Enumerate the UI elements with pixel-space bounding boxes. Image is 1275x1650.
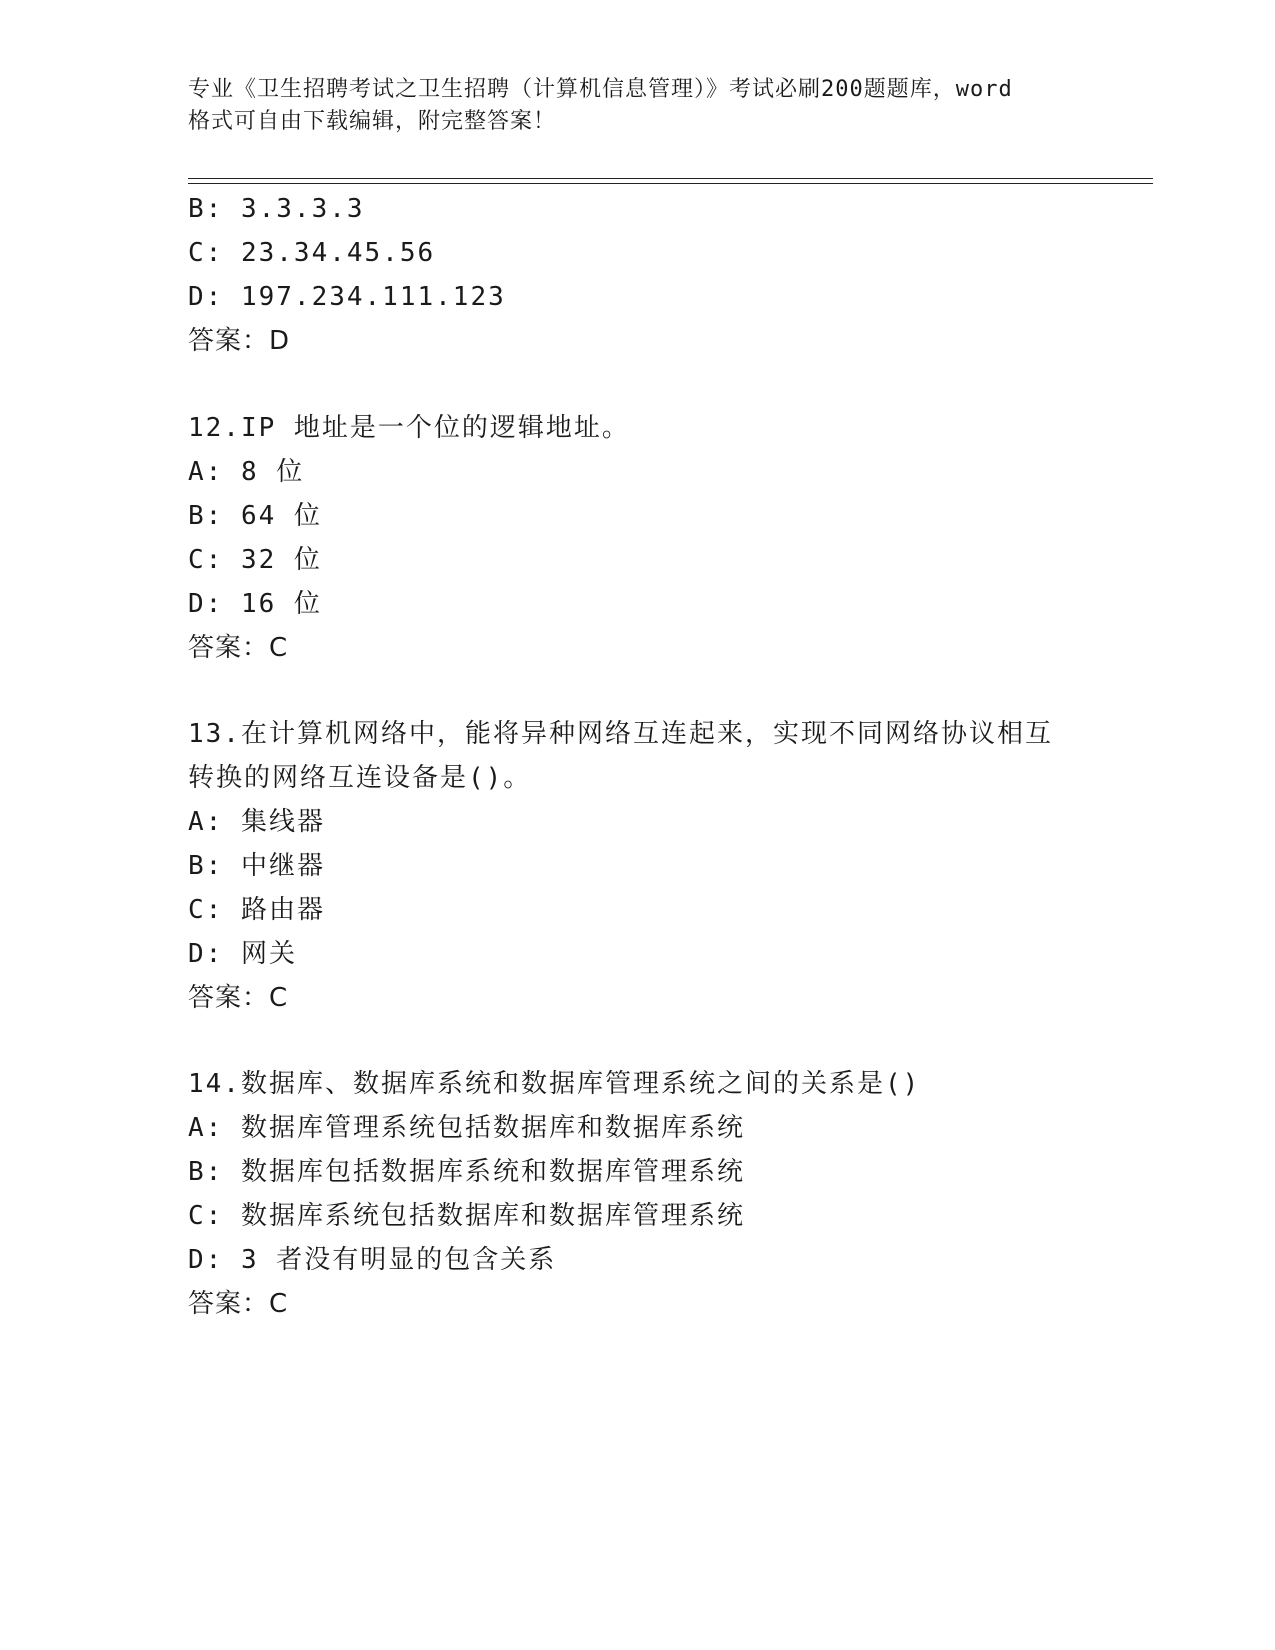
- question-stem: 13.在计算机网络中，能将异种网络互连起来，实现不同网络协议相互: [188, 719, 1053, 749]
- answer-line: 答案：C: [188, 633, 289, 663]
- header-rule-top: [188, 178, 1153, 179]
- option-b: B: 数据库包括数据库系统和数据库管理系统: [188, 1157, 745, 1187]
- option-a: A: 8 位: [188, 457, 305, 487]
- option-d: D: 网关: [188, 939, 297, 969]
- option-d: D: 197.234.111.123: [188, 282, 506, 312]
- option-a: A: 集线器: [188, 807, 325, 837]
- answer-line: 答案：D: [188, 326, 291, 356]
- option-d: D: 16 位: [188, 589, 322, 619]
- answer-line: 答案：C: [188, 983, 289, 1013]
- option-b: B: 3.3.3.3: [188, 194, 365, 224]
- option-c: C: 路由器: [188, 895, 325, 925]
- header-line-2: 格式可自由下载编辑，附完整答案！: [188, 109, 557, 134]
- document-header: [188, 74, 1088, 138]
- header-rule-bottom: [188, 183, 1153, 184]
- option-b: B: 64 位: [188, 501, 322, 531]
- option-c: C: 数据库系统包括数据库和数据库管理系统: [188, 1201, 745, 1231]
- question-stem: 14.数据库、数据库系统和数据库管理系统之间的关系是(): [188, 1069, 921, 1099]
- header-line-1: 专业《卫生招聘考试之卫生招聘（计算机信息管理）》考试必刷200题题库，word: [188, 77, 1013, 102]
- option-a: A: 数据库管理系统包括数据库和数据库系统: [188, 1113, 745, 1143]
- answer-line: 答案：C: [188, 1289, 289, 1319]
- option-c: C: 32 位: [188, 545, 322, 575]
- option-d: D: 3 者没有明显的包含关系: [188, 1245, 557, 1275]
- question-stem-continued: 转换的网络互连设备是()。: [188, 763, 532, 793]
- option-b: B: 中继器: [188, 851, 325, 881]
- option-c: C: 23.34.45.56: [188, 238, 436, 268]
- question-stem: 12.IP 地址是一个位的逻辑地址。: [188, 413, 630, 443]
